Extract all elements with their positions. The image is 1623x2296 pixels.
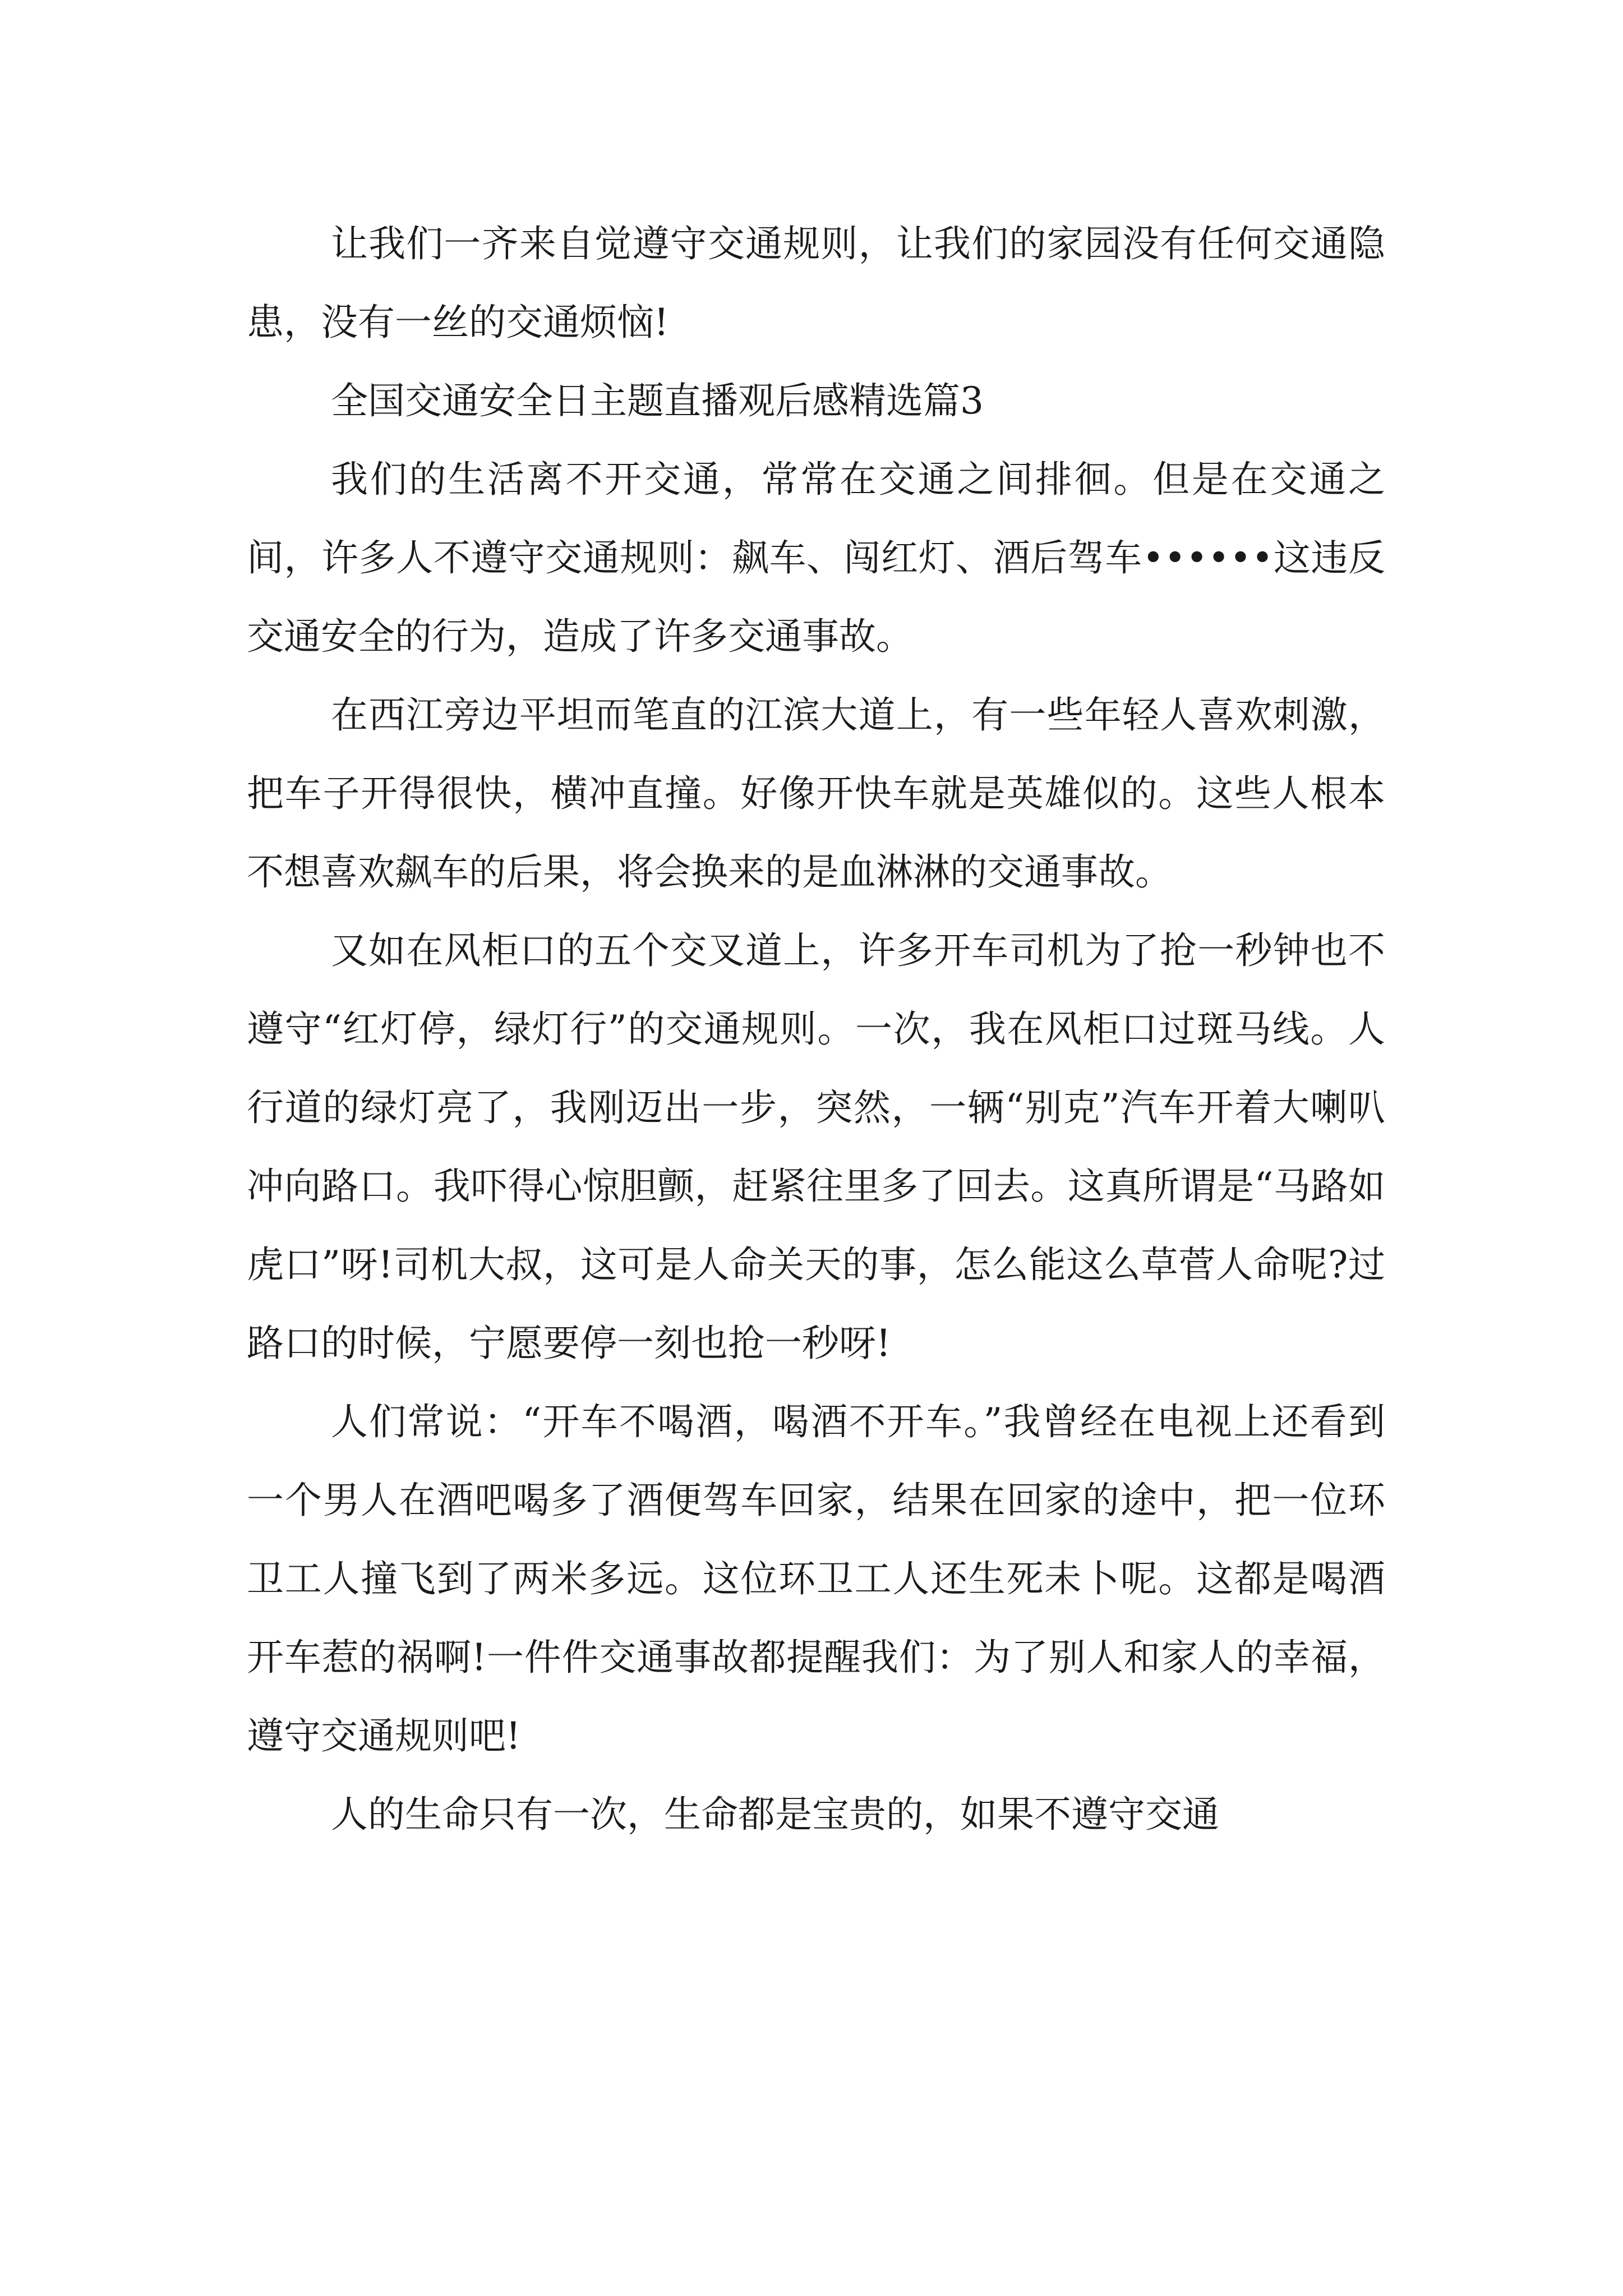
paragraph-red-light: 又如在风柜口的五个交叉道上，许多开车司机为了抢一秒钟也不遵守“红灯停，绿灯行”的交通规则。一次，我在风柜口过斑马线。人行道的绿灯亮了，我刚迈出一步，突然，一辆“别克”汽车开着大喇叭冲向路口。我吓得心惊胆颤，赶紧往里多了回去。这真所谓是“马路如虎口”呀!司机大叔，这可是人命关天的事，怎么能这么草菅人命呢?过路口的时候，宁愿要停一刻也抢一秒呀! bbox=[247, 929, 1385, 1365]
section-title: 全国交通安全日主题直播观后感精选篇3 bbox=[331, 379, 984, 422]
paragraph-drunk-driving: 人们常说：“开车不喝酒，喝酒不开车。”我曾经在电视上还看到一个男人在酒吧喝多了酒便驾车回家，结果在回家的途中，把一位环卫工人撞飞到了两米多远。这位环卫工人还生死未卜呢。这都是喝酒开车惹的祸啊!一件件交通事故都提醒我们：为了别人和家人的幸福，遵守交通规则吧! bbox=[247, 1400, 1385, 1757]
paragraph-closing-call: 让我们一齐来自觉遵守交通规则，让我们的家园没有任何交通隐患，没有一丝的交通烦恼! bbox=[247, 222, 1385, 344]
paragraph-speeding: 在西江旁边平坦而笔直的江滨大道上，有一些年轻人喜欢刺激，把车子开得很快，横冲直撞。好像开快车就是英雄似的。这些人根本不想喜欢飙车的后果，将会换来的是血淋淋的交通事故。 bbox=[247, 693, 1385, 894]
document-body bbox=[247, 205, 1385, 1854]
paragraph-life-value: 人的生命只有一次，生命都是宝贵的，如果不遵守交通 bbox=[331, 1793, 1219, 1836]
paragraph-intro: 我们的生活离不开交通，常常在交通之间排徊。但是在交通之间，许多人不遵守交通规则：飙车、闯红灯、酒后驾车••••••这违反交通安全的行为，造成了许多交通事故。 bbox=[247, 458, 1385, 658]
